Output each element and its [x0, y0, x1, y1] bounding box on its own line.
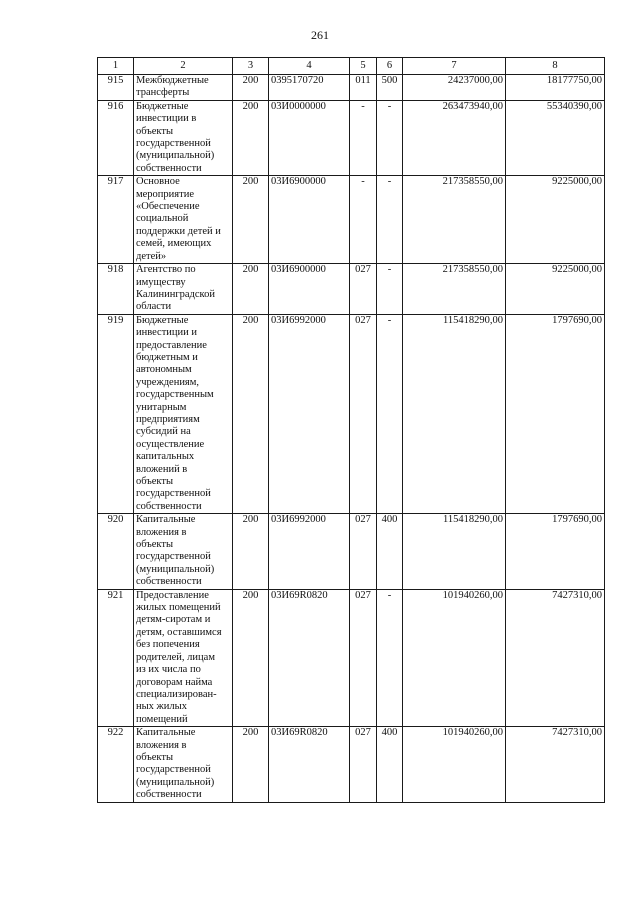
- target-article-code-cell: 03И6900000: [269, 264, 350, 315]
- table-row: [98, 100, 605, 175]
- target-article-code-cell: 0395170720: [269, 75, 350, 101]
- amount-column-8-cell: 9225000,00: [506, 176, 605, 264]
- page-number: 261: [311, 28, 329, 42]
- row-name-line: предоставление: [136, 339, 207, 351]
- row-name-line: семей, имеющих: [136, 238, 212, 250]
- row-name-line: капитальных: [136, 451, 195, 463]
- target-article-code-cell: 03И6992000: [269, 314, 350, 514]
- column-header: 1: [98, 58, 134, 75]
- row-name-line: объекты: [136, 751, 174, 763]
- row-name-line: бюджетным и: [136, 351, 198, 363]
- amount-column-7-cell: 101940260,00: [403, 589, 506, 726]
- column-3-cell: 200: [233, 727, 269, 802]
- row-name-cell: [134, 264, 233, 315]
- column-5-cell: -: [350, 176, 377, 264]
- row-name-line: государственной: [136, 764, 211, 776]
- amount-column-7-cell: 217358550,00: [403, 176, 506, 264]
- column-6-cell: -: [377, 314, 403, 514]
- row-name-line: родителей, лицам: [136, 651, 215, 663]
- column-header: 3: [233, 58, 269, 75]
- amount-column-7-cell: 115418290,00: [403, 314, 506, 514]
- table-row: [98, 176, 605, 264]
- row-name-line: детям, оставшимся: [136, 626, 222, 638]
- row-name-line: государственной: [136, 488, 211, 500]
- row-name-line: «Обеспечение: [136, 201, 200, 213]
- row-number-cell: 917: [98, 176, 134, 264]
- row-name-line: объекты: [136, 539, 174, 551]
- row-name-cell: [134, 100, 233, 175]
- row-name-line: инвестиции и: [136, 327, 198, 339]
- amount-column-8-cell: 18177750,00: [506, 75, 605, 101]
- column-3-cell: 200: [233, 514, 269, 589]
- row-name-line: Агентство по: [136, 264, 196, 276]
- column-5-cell: 027: [350, 589, 377, 726]
- row-name-line: осуществление: [136, 438, 205, 450]
- row-number-cell: 921: [98, 589, 134, 726]
- column-header: 8: [506, 58, 605, 75]
- column-header: 4: [269, 58, 350, 75]
- row-name-line: мероприятие: [136, 188, 194, 200]
- row-name-line: автономным: [136, 364, 192, 376]
- row-number-cell: 920: [98, 514, 134, 589]
- table-row: [98, 264, 605, 315]
- row-name-line: помещений: [136, 713, 188, 725]
- amount-column-8-cell: 1797690,00: [506, 314, 605, 514]
- amount-column-7-cell: 24237000,00: [403, 75, 506, 101]
- row-name-line: Межбюджетные: [136, 75, 209, 86]
- row-name-line: детей»: [136, 250, 167, 262]
- row-name-line: вложения в: [136, 739, 187, 751]
- row-name-line: поддержки детей и: [136, 225, 221, 237]
- row-name-line: (муниципальной): [136, 563, 215, 575]
- row-name-line: без попечения: [136, 639, 200, 651]
- column-3-cell: 200: [233, 75, 269, 101]
- row-name-line: социальной: [136, 213, 189, 225]
- column-3-cell: 200: [233, 589, 269, 726]
- column-5-cell: 027: [350, 727, 377, 802]
- row-number-cell: 915: [98, 75, 134, 101]
- row-name-line: договорам найма: [136, 676, 213, 688]
- row-name-cell: [134, 176, 233, 264]
- column-6-cell: 400: [377, 727, 403, 802]
- column-5-cell: 011: [350, 75, 377, 101]
- column-6-cell: 500: [377, 75, 403, 101]
- column-3-cell: 200: [233, 314, 269, 514]
- table-body: [98, 75, 605, 803]
- row-number-cell: 922: [98, 727, 134, 802]
- row-name-line: объекты: [136, 125, 174, 137]
- target-article-code-cell: 03И69R0820: [269, 727, 350, 802]
- row-name-line: вложений в: [136, 463, 188, 475]
- column-header: 5: [350, 58, 377, 75]
- row-name-line: вложения в: [136, 526, 187, 538]
- row-name-line: трансферты: [136, 87, 190, 99]
- table-row: [98, 75, 605, 101]
- amount-column-7-cell: 217358550,00: [403, 264, 506, 315]
- row-name-cell: [134, 589, 233, 726]
- row-name-line: государственным: [136, 389, 214, 401]
- row-name-line: (муниципальной): [136, 150, 215, 162]
- row-name-line: собственности: [136, 162, 202, 174]
- row-name-line: предприятиям: [136, 413, 200, 425]
- column-3-cell: 200: [233, 264, 269, 315]
- table-header-row: [98, 58, 605, 75]
- row-name-cell: [134, 727, 233, 802]
- row-name-line: Предоставление: [136, 589, 209, 601]
- row-name-line: инвестиции в: [136, 113, 197, 125]
- row-name-line: учреждениям,: [136, 376, 200, 388]
- row-name-line: Основное: [136, 176, 180, 188]
- column-header: 2: [134, 58, 233, 75]
- row-name-line: государственной: [136, 551, 211, 563]
- row-name-line: области: [136, 301, 172, 313]
- row-number-cell: 919: [98, 314, 134, 514]
- amount-column-8-cell: 9225000,00: [506, 264, 605, 315]
- row-name-line: унитарным: [136, 401, 187, 413]
- table-row: [98, 589, 605, 726]
- column-6-cell: -: [377, 100, 403, 175]
- column-5-cell: 027: [350, 264, 377, 315]
- column-header: 7: [403, 58, 506, 75]
- row-name-line: жилых помещений: [136, 602, 221, 614]
- row-name-line: государственной: [136, 138, 211, 150]
- row-name-line: Капитальные: [136, 514, 196, 526]
- column-header: 6: [377, 58, 403, 75]
- row-name-line: ных жилых: [136, 701, 187, 713]
- column-6-cell: -: [377, 589, 403, 726]
- row-name-line: субсидий на: [136, 426, 191, 438]
- row-name-line: (муниципальной): [136, 776, 215, 788]
- target-article-code-cell: 03И0000000: [269, 100, 350, 175]
- row-name-line: собственности: [136, 500, 202, 512]
- row-number-cell: 916: [98, 100, 134, 175]
- budget-table: [97, 57, 605, 803]
- amount-column-7-cell: 263473940,00: [403, 100, 506, 175]
- amount-column-8-cell: 1797690,00: [506, 514, 605, 589]
- table-row: [98, 727, 605, 802]
- target-article-code-cell: 03И69R0820: [269, 589, 350, 726]
- row-name-line: Калининградской: [136, 288, 215, 300]
- column-3-cell: 200: [233, 176, 269, 264]
- column-3-cell: 200: [233, 100, 269, 175]
- row-name-cell: [134, 75, 233, 101]
- column-5-cell: 027: [350, 314, 377, 514]
- row-name-line: из их числа по: [136, 664, 201, 676]
- amount-column-7-cell: 115418290,00: [403, 514, 506, 589]
- row-number-cell: 918: [98, 264, 134, 315]
- row-name-line: собственности: [136, 576, 202, 588]
- row-name-line: собственности: [136, 789, 202, 801]
- target-article-code-cell: 03И6992000: [269, 514, 350, 589]
- column-6-cell: -: [377, 264, 403, 315]
- table-row: [98, 514, 605, 589]
- column-5-cell: 027: [350, 514, 377, 589]
- row-name-line: Бюджетные: [136, 100, 189, 112]
- row-name-line: специализирован-: [136, 688, 217, 700]
- amount-column-8-cell: 55340390,00: [506, 100, 605, 175]
- amount-column-7-cell: 101940260,00: [403, 727, 506, 802]
- row-name-cell: [134, 514, 233, 589]
- column-6-cell: 400: [377, 514, 403, 589]
- row-name-line: имуществу: [136, 276, 186, 288]
- row-name-line: детям-сиротам и: [136, 614, 211, 626]
- table-row: [98, 314, 605, 514]
- row-name-cell: [134, 314, 233, 514]
- row-name-line: объекты: [136, 476, 174, 487]
- amount-column-8-cell: 7427310,00: [506, 589, 605, 726]
- row-name-line: Капитальные: [136, 727, 196, 739]
- column-6-cell: -: [377, 176, 403, 264]
- target-article-code-cell: 03И6900000: [269, 176, 350, 264]
- column-5-cell: -: [350, 100, 377, 175]
- row-name-line: Бюджетные: [136, 314, 189, 326]
- amount-column-8-cell: 7427310,00: [506, 727, 605, 802]
